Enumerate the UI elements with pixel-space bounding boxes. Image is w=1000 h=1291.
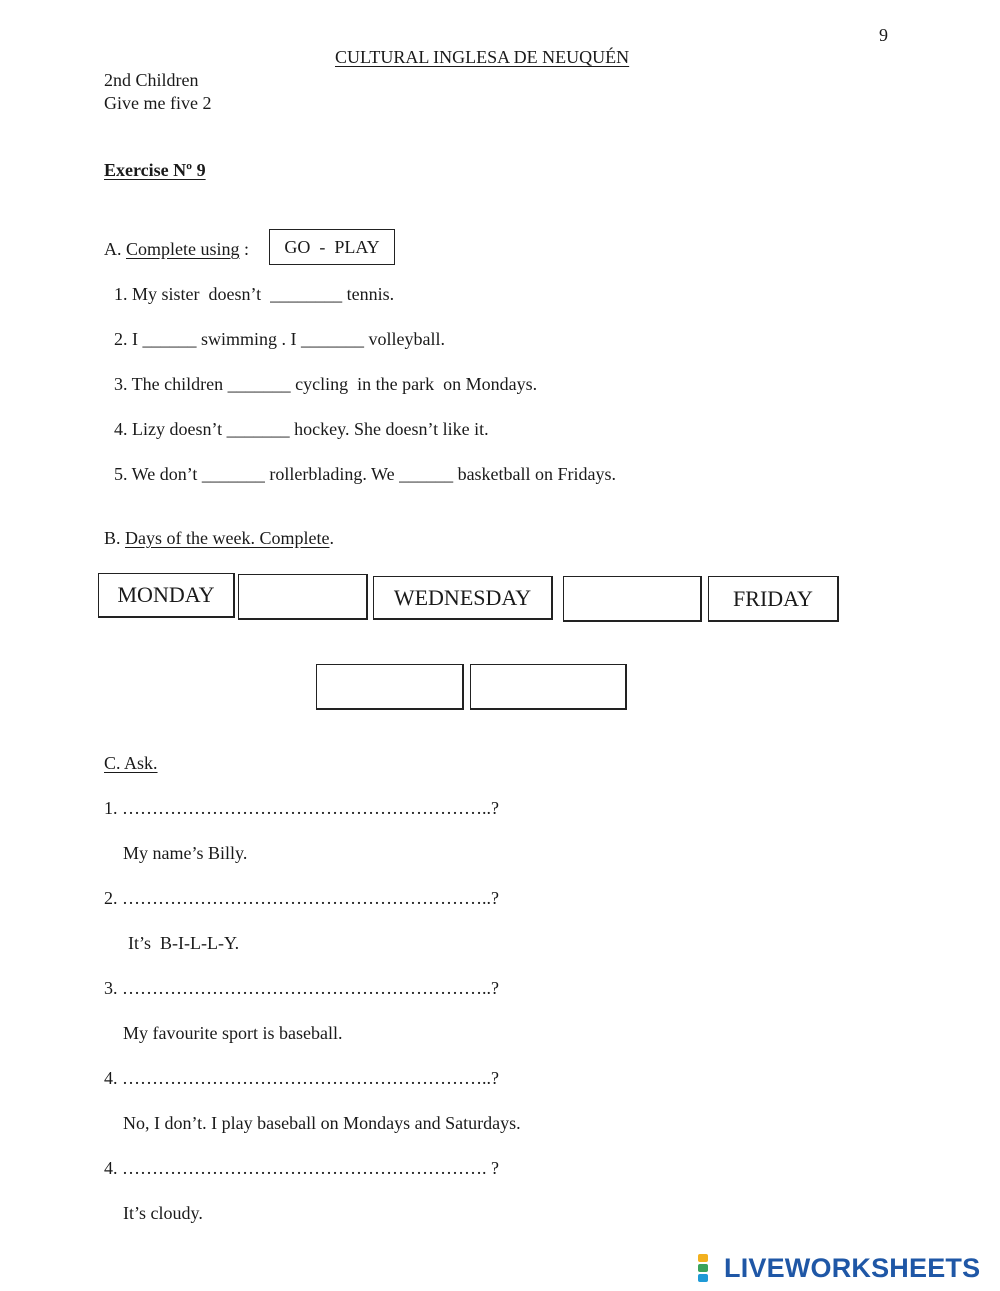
answer-2: It’s B-I-L-L-Y. (128, 933, 240, 953)
section-a-instruction: Complete using (126, 239, 240, 259)
question-5-prompt[interactable]: 4. ……………………………………………………. ? (104, 1158, 499, 1178)
liveworksheets-logo (698, 1254, 980, 1282)
answer-1: My name’s Billy. (123, 843, 248, 863)
sentence-1: 1. My sister doesn’t ________ tennis. (114, 284, 395, 304)
day-box-blank-sunday[interactable] (470, 664, 627, 710)
sentence-5: 5. We don’t _______ rollerblading. We ______ basketball on Fridays. (114, 464, 617, 484)
section-c-heading: C. Ask. (104, 753, 158, 773)
sentence-3: 3. The children _______ cycling in the park on Mondays. (114, 374, 538, 394)
day-box-wednesday (373, 576, 553, 620)
section-b-suffix: . (329, 528, 334, 548)
section-a-colon: : (239, 239, 250, 259)
blank-5a-input[interactable] (212, 460, 280, 484)
day-box-monday (98, 573, 235, 618)
exercise-title: Exercise Nº 9 (104, 160, 206, 180)
blank-2b-input[interactable] (318, 325, 384, 349)
word-bank-box (269, 229, 395, 265)
blank-4a-input[interactable] (238, 415, 306, 439)
day-box-blank-tuesday[interactable] (238, 574, 368, 620)
answer-5: It’s cloudy. (123, 1203, 203, 1223)
blank-2a-input[interactable] (144, 325, 202, 349)
blank-1a-input[interactable] (284, 280, 362, 304)
class-level: 2nd Children (104, 70, 199, 90)
sentence-4: 4. Lizy doesn’t _______ hockey. She doesn’t like it. (114, 419, 489, 439)
book-title: Give me five 2 (104, 93, 212, 113)
answer-4: No, I don’t. I play baseball on Mondays and Saturdays. (123, 1113, 521, 1133)
page-number: 9 (879, 25, 888, 45)
answer-3: My favourite sport is baseball. (123, 1023, 343, 1043)
day-box-blank-saturday[interactable] (316, 664, 464, 710)
section-b-heading (104, 529, 334, 547)
question-1-prompt[interactable]: 1. ……………………………………………………..? (104, 798, 499, 818)
section-a-prefix: A. (104, 239, 126, 259)
day-label: MONDAY (117, 582, 215, 607)
question-2-prompt[interactable]: 2. ……………………………………………………..? (104, 888, 499, 908)
section-b-prefix: B. (104, 528, 126, 548)
blank-5b-input[interactable] (427, 460, 485, 484)
liveworksheets-logo-icon (698, 1254, 720, 1282)
section-a-heading (104, 240, 249, 258)
school-name: CULTURAL INGLESA DE NEUQUÉN (335, 47, 630, 67)
word-bank-text: GO - PLAY (284, 236, 380, 257)
day-box-blank-thursday[interactable] (563, 576, 702, 622)
question-3-prompt[interactable]: 3. ……………………………………………………..? (104, 978, 499, 998)
day-box-friday (708, 576, 839, 622)
day-label: WEDNESDAY (393, 584, 532, 610)
blank-3a-input[interactable] (237, 370, 307, 394)
day-label: FRIDAY (733, 585, 813, 611)
section-b-instruction: Days of the week. Complete (125, 528, 330, 548)
sentence-2: 2. I ______ swimming . I _______ volleyball. (114, 329, 445, 349)
liveworksheets-logo-text: LIVEWORKSHEETS (724, 1252, 981, 1283)
question-4-prompt[interactable]: 4. ……………………………………………………..? (104, 1068, 499, 1088)
